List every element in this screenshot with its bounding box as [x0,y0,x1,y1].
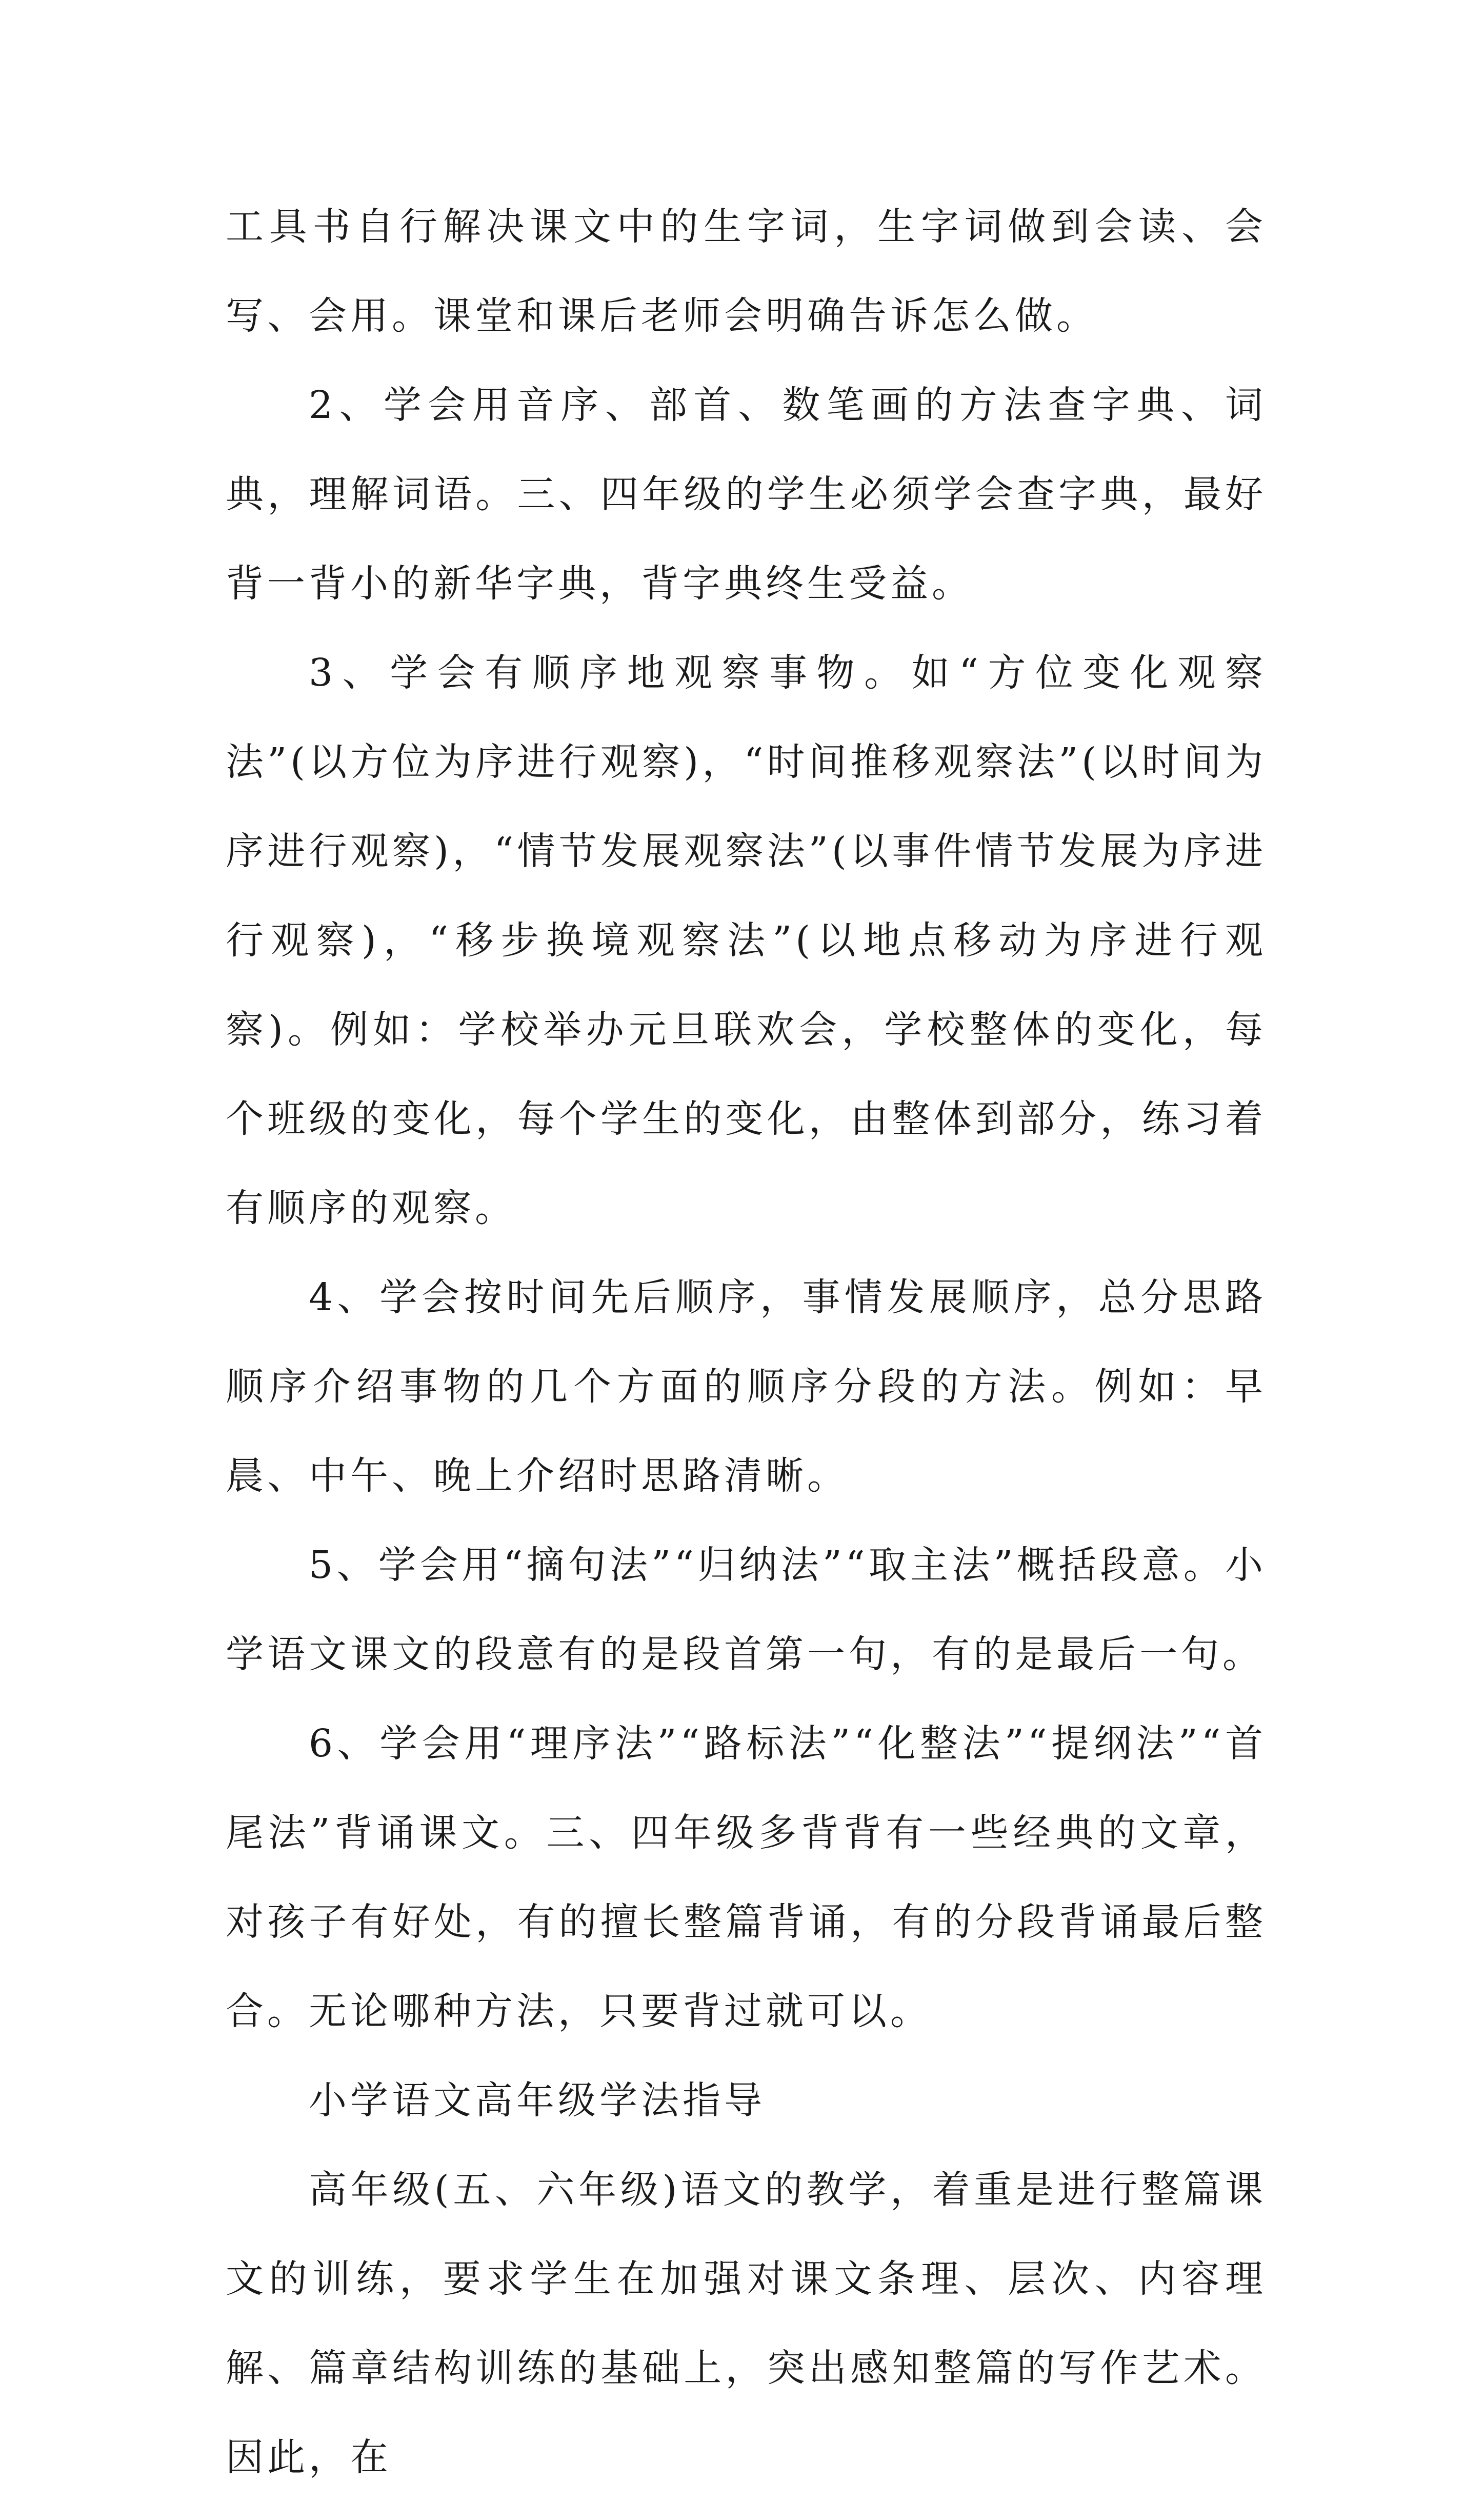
paragraph-item-3: 3、学会有顺序地观察事物。如“方位变化观察法”(以方位为序进行观察)，“时间推移观察法”(以时间为序进行观察)，“情节发展观察法”(以事件情节发展为序进行观察)，“移步换境观察法”(以地点移动为序进行观察)。例如：学校举办元旦联欢会，学校整体的变化，每个班级的变化，每个学生的变化，由整体到部分，练习着有顺序的观察。 [226,651,1267,1230]
paragraph-continued: 工具书自行解决课文中的生字词，生字词做到会读、会写、会用。课堂和课后老师会明确告诉怎么做。 [226,205,1267,338]
paragraph-item-6: 6、学会用“理序法”“路标法”“化整法”“提纲法”“首尾法”背诵课文。三、四年级多背背有一些经典的文章，对孩子有好处，有的擅长整篇背诵，有的分段背诵最后整合。无论哪种方法，只要背过就可以。 [226,1722,1267,2033]
paragraph-senior-intro: 高年级(五、六年级)语文的教学，着重是进行整篇课文的训练，要求学生在加强对课文条理、层次、内容理解、篇章结构训练的基础上，突出感知整篇的写作艺术。因此，在 [226,2168,1267,2479]
paragraph-item-2: 2、学会用音序、部首、数笔画的方法查字典、词典，理解词语。三、四年级的学生必须学会查字典，最好背一背小的新华字典，背字典终生受益。 [226,383,1267,606]
paragraph-item-5: 5、学会用“摘句法”“归纳法”“取主法”概括段意。小学语文课文的段意有的是段首第一句，有的是最后一句。 [226,1543,1267,1676]
paragraph-item-4: 4、学会按时间先后顺序，事情发展顺序，总分思路顺序介绍事物的几个方面的顺序分段的方法。例如：早晨、中午、晚上介绍时思路清晰。 [226,1275,1267,1498]
section-heading: 小学语文高年级学法指导 [309,2078,766,2123]
body-text [226,182,1267,2502]
